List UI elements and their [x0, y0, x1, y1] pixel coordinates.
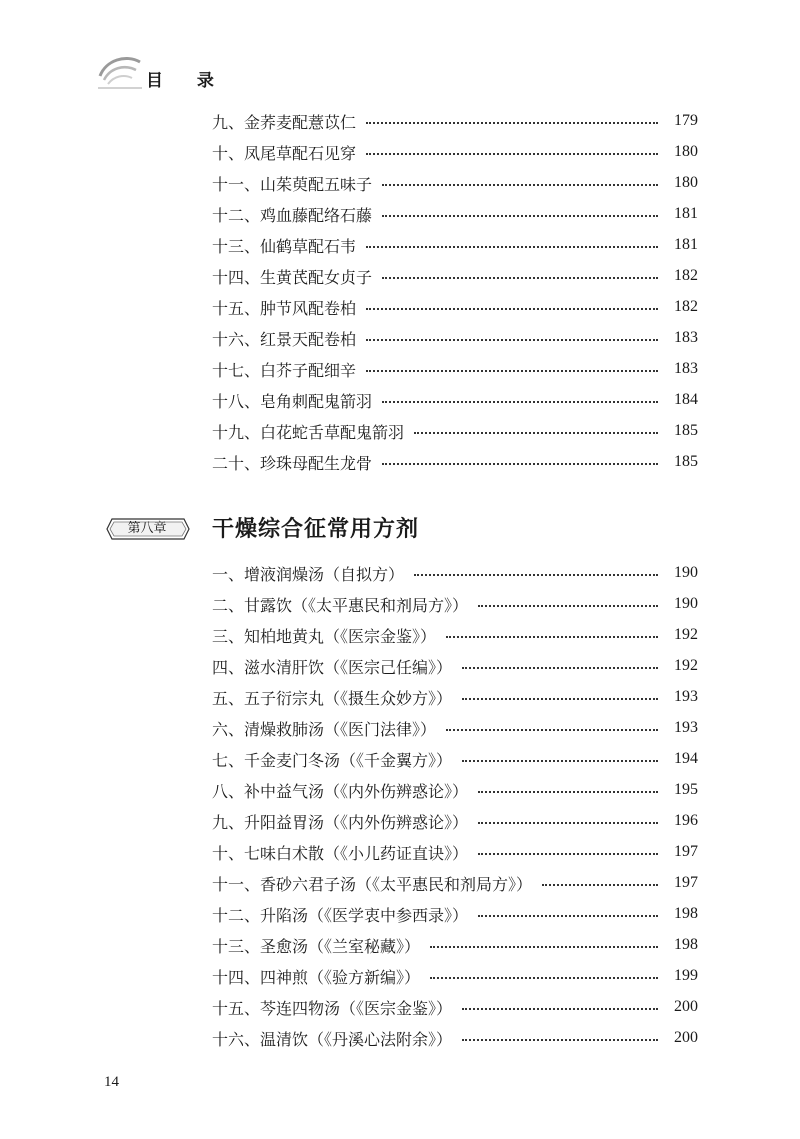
toc-entry[interactable]: [212, 387, 698, 413]
toc-entry[interactable]: [212, 901, 698, 927]
toc-entry-title: 十四、四神煎（《验方新编》）: [212, 967, 421, 987]
toc-entry-page: 181: [674, 236, 698, 253]
toc-entry[interactable]: [212, 449, 698, 475]
toc-entry-page: 197: [674, 874, 698, 891]
toc-entry-title: 六、清燥救肺汤（《医门法律》）: [212, 719, 437, 739]
chapter-label-badge: [104, 518, 190, 540]
dot-leader: [366, 122, 658, 124]
toc-entry-title: 十三、圣愈汤（《兰室秘藏》）: [212, 936, 421, 956]
toc-entry-page: 182: [674, 267, 698, 284]
toc-entry-page: 184: [674, 391, 698, 408]
toc-entry-title: 五、五子衍宗丸（《摄生众妙方》）: [212, 688, 453, 708]
dot-leader: [366, 308, 658, 310]
dot-leader: [430, 977, 658, 979]
toc-entry-page: 195: [674, 781, 698, 798]
toc-entry-title: 十、凤尾草配石见穿: [212, 143, 357, 163]
dot-leader: [446, 729, 658, 731]
dot-leader: [366, 339, 658, 341]
dot-leader: [478, 853, 658, 855]
toc-entry-title: 十八、皂角刺配鬼箭羽: [212, 391, 373, 411]
dot-leader: [414, 574, 658, 576]
toc-entry-title: 二、甘露饮（《太平惠民和剂局方》）: [212, 595, 469, 615]
toc-entry[interactable]: [212, 746, 698, 772]
dot-leader: [430, 946, 658, 948]
dot-leader: [478, 791, 658, 793]
toc-entry[interactable]: [212, 963, 698, 989]
toc-entry-title: 十二、升陷汤（《医学衷中参西录》）: [212, 905, 469, 925]
dot-leader: [462, 760, 658, 762]
toc-entry[interactable]: [212, 201, 698, 227]
toc-entry-title: 十、七味白术散（《小儿药证直诀》）: [212, 843, 469, 863]
toc-entry-page: 197: [674, 843, 698, 860]
dot-leader: [366, 153, 658, 155]
running-header: [96, 50, 296, 100]
toc-entry-page: 196: [674, 812, 698, 829]
toc-entry-page: 194: [674, 750, 698, 767]
toc-entry-title: 九、升阳益胃汤（《内外伤辨惑论》）: [212, 812, 469, 832]
toc-entry-title: 七、千金麦门冬汤（《千金翼方》）: [212, 750, 453, 770]
dot-leader: [382, 215, 658, 217]
toc-entry[interactable]: [212, 994, 698, 1020]
toc-entry-page: 179: [674, 112, 698, 129]
toc-entry-title: 九、金荞麦配薏苡仁: [212, 112, 357, 132]
header-title: 目 录: [146, 71, 228, 91]
toc-entry-page: 198: [674, 905, 698, 922]
toc-entry[interactable]: [212, 839, 698, 865]
toc-entry[interactable]: [212, 715, 698, 741]
toc-entry[interactable]: [212, 622, 698, 648]
toc-entry-page: 185: [674, 422, 698, 439]
toc-entry-title: 十五、肿节风配卷柏: [212, 298, 357, 318]
toc-entry[interactable]: [212, 1025, 698, 1051]
dot-leader: [478, 915, 658, 917]
toc-entry-page: 185: [674, 453, 698, 470]
toc-entry[interactable]: [212, 356, 698, 382]
dot-leader: [478, 822, 658, 824]
toc-entry[interactable]: [212, 560, 698, 586]
dot-leader: [462, 698, 658, 700]
toc-entry[interactable]: [212, 808, 698, 834]
dot-leader: [382, 401, 658, 403]
toc-entry-title: 十七、白芥子配细辛: [212, 360, 357, 380]
dot-leader: [366, 370, 658, 372]
toc-entry-title: 十一、山茱萸配五味子: [212, 174, 373, 194]
toc-entry-page: 198: [674, 936, 698, 953]
dot-leader: [462, 1039, 658, 1041]
toc-entry[interactable]: [212, 684, 698, 710]
toc-entry-title: 十六、温清饮（《丹溪心法附余》）: [212, 1029, 453, 1049]
toc-entry-title: 八、补中益气汤（《内外伤辨惑论》）: [212, 781, 469, 801]
toc-entry-page: 180: [674, 143, 698, 160]
toc-entry[interactable]: [212, 653, 698, 679]
toc-entry-title: 十二、鸡血藤配络石藤: [212, 205, 373, 225]
toc-section-top: [212, 108, 698, 478]
toc-entry[interactable]: [212, 108, 698, 134]
toc-entry-page: 200: [674, 998, 698, 1015]
dot-leader: [382, 463, 658, 465]
toc-entry-page: 199: [674, 967, 698, 984]
toc-entry-title: 十一、香砂六君子汤（《太平惠民和剂局方》）: [212, 874, 533, 894]
toc-entry[interactable]: [212, 777, 698, 803]
toc-entry-title: 十四、生黄芪配女贞子: [212, 267, 373, 287]
toc-entry-page: 183: [674, 329, 698, 346]
toc-entry[interactable]: [212, 263, 698, 289]
dot-leader: [414, 432, 658, 434]
toc-entry-title: 十五、芩连四物汤（《医宗金鉴》）: [212, 998, 453, 1018]
toc-entry[interactable]: [212, 325, 698, 351]
toc-section-chapter: [212, 560, 698, 1060]
toc-entry-page: 192: [674, 657, 698, 674]
swirl-logo-icon: [96, 50, 144, 92]
toc-entry-title: 一、增液润燥汤（自拟方）: [212, 564, 405, 584]
toc-entry[interactable]: [212, 418, 698, 444]
toc-entry-title: 二十、珍珠母配生龙骨: [212, 453, 373, 473]
toc-entry[interactable]: [212, 870, 698, 896]
toc-entry[interactable]: [212, 139, 698, 165]
toc-entry-page: 192: [674, 626, 698, 643]
toc-entry-page: 180: [674, 174, 698, 191]
toc-entry[interactable]: [212, 170, 698, 196]
chapter-label-text: 第八章: [127, 521, 167, 536]
toc-entry-page: 181: [674, 205, 698, 222]
dot-leader: [478, 605, 658, 607]
toc-entry-title: 十九、白花蛇舌草配鬼箭羽: [212, 422, 405, 442]
toc-entry-page: 182: [674, 298, 698, 315]
toc-entry-page: 183: [674, 360, 698, 377]
toc-entry-title: 四、滋水清肝饮（《医宗己任编》）: [212, 657, 453, 677]
page-number: 14: [104, 1074, 119, 1090]
toc-entry-page: 190: [674, 564, 698, 581]
toc-entry-page: 190: [674, 595, 698, 612]
toc-entry-page: 193: [674, 719, 698, 736]
dot-leader: [382, 184, 658, 186]
toc-entry-page: 200: [674, 1029, 698, 1046]
toc-entry-title: 十三、仙鹤草配石韦: [212, 236, 357, 256]
dot-leader: [366, 246, 658, 248]
dot-leader: [462, 667, 658, 669]
dot-leader: [382, 277, 658, 279]
toc-entry[interactable]: [212, 591, 698, 617]
toc-entry-page: 193: [674, 688, 698, 705]
dot-leader: [446, 636, 658, 638]
chapter-title: 干燥综合征常用方剂: [212, 517, 420, 542]
toc-entry[interactable]: [212, 294, 698, 320]
toc-entry[interactable]: [212, 932, 698, 958]
dot-leader: [462, 1008, 658, 1010]
toc-entry-title: 三、知柏地黄丸（《医宗金鉴》）: [212, 626, 437, 646]
dot-leader: [542, 884, 658, 886]
toc-entry-title: 十六、红景天配卷柏: [212, 329, 357, 349]
toc-entry[interactable]: [212, 232, 698, 258]
